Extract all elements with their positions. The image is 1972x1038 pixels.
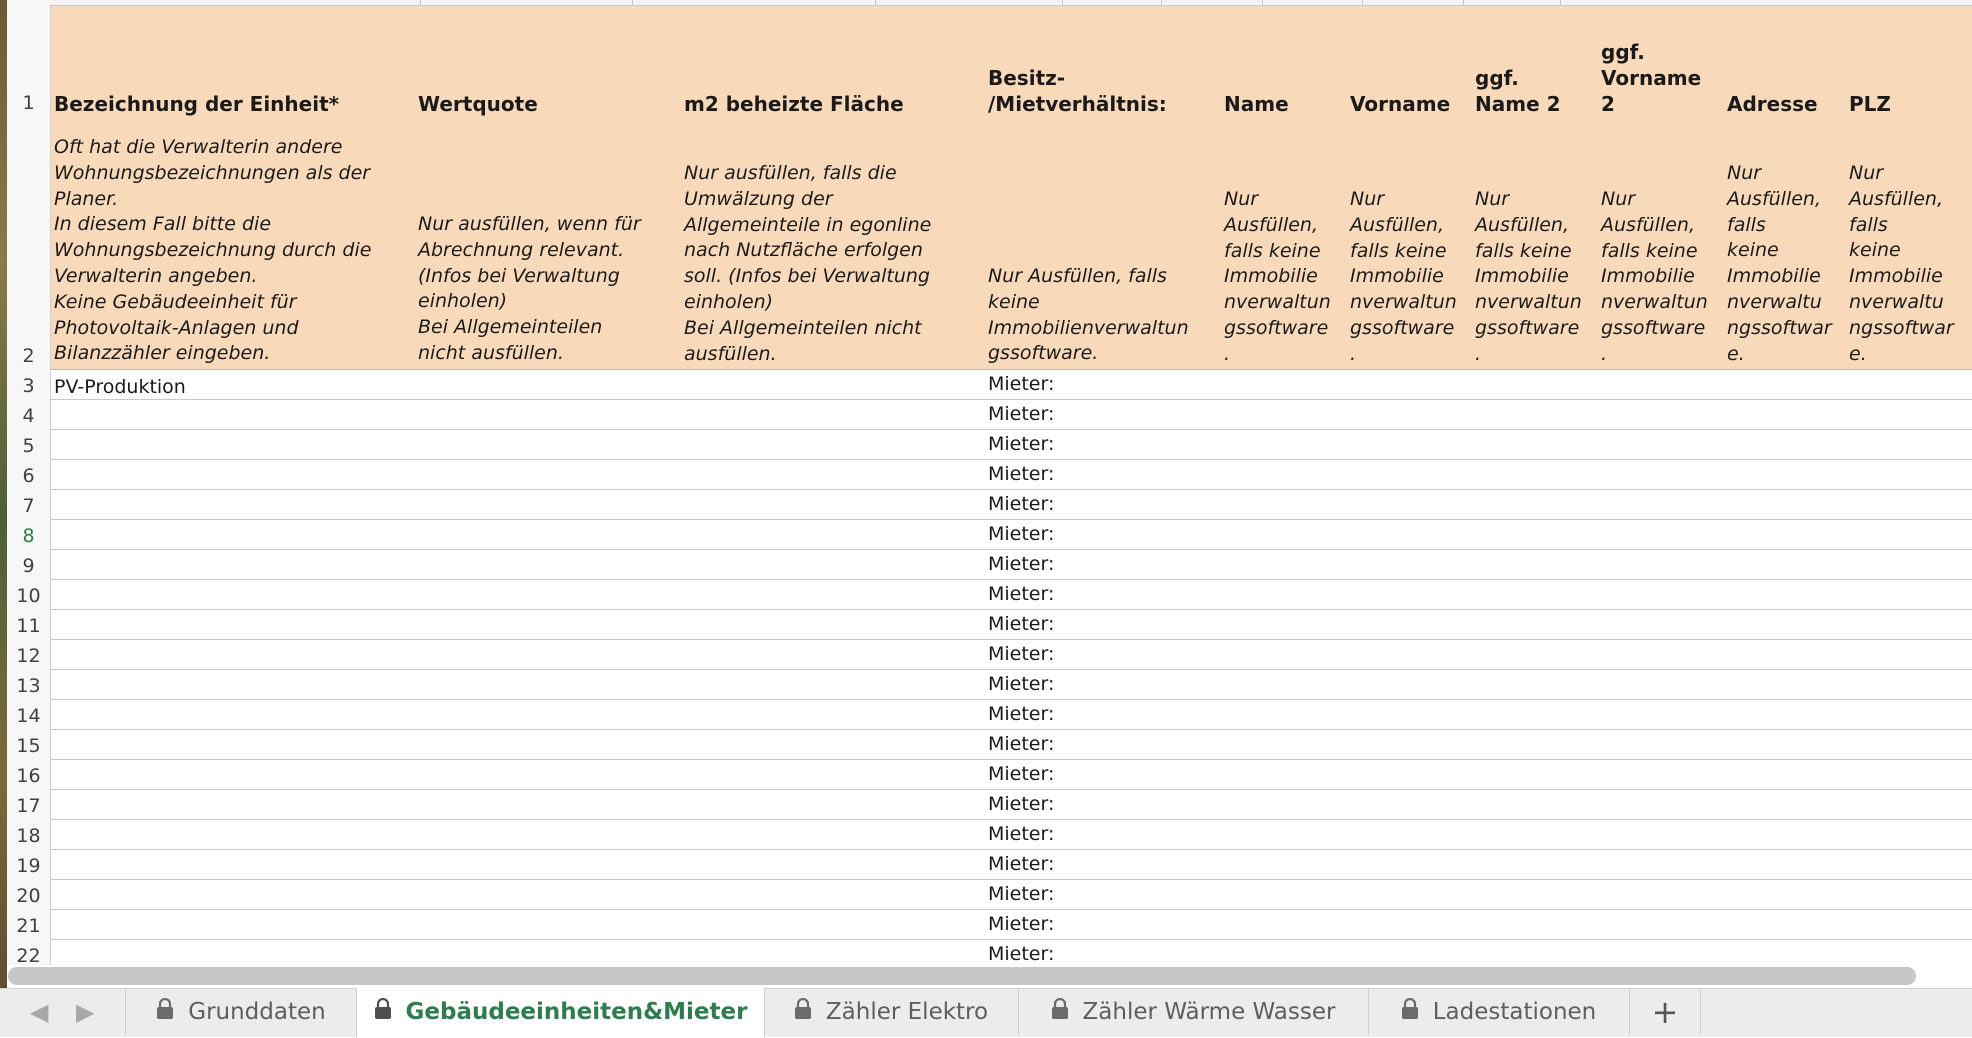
- row-divider: [51, 909, 1972, 910]
- row-number[interactable]: 22: [16, 945, 41, 965]
- note-plz[interactable]: Nur Ausfüllen, falls keine Immobilie nverwaltu ngssoftwar e.: [1849, 162, 1954, 365]
- tab-ladestationen[interactable]: [1368, 989, 1630, 1035]
- row-number[interactable]: 21: [16, 915, 41, 937]
- tab-grunddaten[interactable]: [126, 989, 357, 1035]
- cell-mieter[interactable]: Mieter:: [988, 613, 1055, 635]
- row-number[interactable]: 12: [16, 645, 41, 667]
- cell-mieter[interactable]: Mieter:: [988, 853, 1055, 875]
- row-number[interactable]: 3: [22, 375, 35, 397]
- row-number[interactable]: 2: [22, 345, 35, 367]
- row-divider: [51, 789, 1972, 790]
- note-besitz[interactable]: Nur Ausfüllen, falls keine Immobilienverwaltun gssoftware.: [988, 265, 1189, 365]
- row-divider: [51, 879, 1972, 880]
- cell-pv-produktion[interactable]: PV-Produktion: [54, 376, 186, 398]
- note-name[interactable]: Nur Ausfüllen, falls keine Immobilie nverwaltun gssoftware .: [1224, 188, 1331, 365]
- row-number[interactable]: 11: [16, 615, 41, 637]
- cell-mieter[interactable]: Mieter:: [988, 763, 1055, 785]
- note-bezeichnung[interactable]: Oft hat die Verwalterin andere Wohnungsbezeichnungen als der Planer. In diesem Fall bitte die Wohnungsbezeichnung durch die Verwalterin angeben. Keine Gebäudeeinheit für Photovoltaik-Anlagen und Bilanzzähler eingeben.: [54, 136, 372, 365]
- cell-mieter[interactable]: Mieter:: [988, 583, 1055, 605]
- row-number[interactable]: 17: [16, 795, 41, 817]
- row-divider: [51, 579, 1972, 580]
- tab-label: Ladestationen: [1432, 999, 1597, 1025]
- cell-mieter[interactable]: Mieter:: [988, 703, 1055, 725]
- row-divider: [51, 549, 1972, 550]
- note-flaeche[interactable]: Nur ausfüllen, falls die Umwälzung der Allgemeinteile in egonline nach Nutzfläche erfolgen soll. (Infos bei Verwaltung einholen) Bei Allgemeinteilen nicht ausfüllen.: [684, 162, 932, 365]
- header-adresse[interactable]: Adresse: [1727, 92, 1818, 116]
- row-divider: [51, 759, 1972, 760]
- cell-mieter[interactable]: Mieter:: [988, 523, 1055, 545]
- row-divider: [51, 699, 1972, 700]
- row-number[interactable]: 19: [16, 855, 41, 877]
- cell-mieter[interactable]: Mieter:: [988, 493, 1055, 515]
- cell-mieter[interactable]: Mieter:: [988, 643, 1055, 665]
- tab-label: Zähler Elektro: [825, 999, 989, 1025]
- row-divider: [51, 609, 1972, 610]
- add-sheet-button[interactable]: +: [1630, 989, 1701, 1035]
- cell-mieter[interactable]: Mieter:: [988, 943, 1055, 965]
- lock-icon: [1401, 998, 1419, 1026]
- row-number[interactable]: 20: [16, 885, 41, 907]
- sheet-tab-bar: [0, 988, 1972, 1037]
- note-vorname2[interactable]: Nur Ausfüllen, falls keine Immobilie nverwaltun gssoftware .: [1601, 188, 1708, 365]
- row-number[interactable]: 7: [22, 495, 35, 517]
- row-divider: [51, 429, 1972, 430]
- row-number[interactable]: 6: [22, 465, 35, 487]
- row-divider: [51, 669, 1972, 670]
- cell-mieter[interactable]: Mieter:: [988, 373, 1055, 395]
- row-divider: [51, 489, 1972, 490]
- lock-icon: [1051, 998, 1069, 1026]
- tab-label: Gebäudeeinheiten&Mieter: [405, 999, 748, 1025]
- lock-icon: [794, 998, 812, 1026]
- tab-prev-icon[interactable]: ◀: [30, 998, 49, 1026]
- header-bezeichnung[interactable]: Bezeichnung der Einheit*: [54, 92, 340, 116]
- cell-mieter[interactable]: Mieter:: [988, 883, 1055, 905]
- row-divider: [51, 939, 1972, 940]
- note-adresse[interactable]: Nur Ausfüllen, falls keine Immobilie nverwaltu ngssoftwar e.: [1727, 162, 1832, 365]
- row-number[interactable]: 10: [16, 585, 41, 607]
- row-divider: [51, 459, 1972, 460]
- cell-mieter[interactable]: Mieter:: [988, 403, 1055, 425]
- lock-icon: [156, 998, 174, 1026]
- row-number[interactable]: 9: [22, 555, 35, 577]
- desktop-background-strip: [0, 0, 7, 1036]
- row-divider: [51, 639, 1972, 640]
- cell-mieter[interactable]: Mieter:: [988, 823, 1055, 845]
- row-number[interactable]: 1: [22, 92, 35, 114]
- header-name2[interactable]: ggf. Name 2: [1475, 66, 1561, 116]
- cell-mieter[interactable]: Mieter:: [988, 463, 1055, 485]
- cell-mieter[interactable]: Mieter:: [988, 913, 1055, 935]
- spreadsheet-grid[interactable]: [7, 0, 1972, 965]
- note-vorname[interactable]: Nur Ausfüllen, falls keine Immobilie nverwaltun gssoftware .: [1350, 188, 1457, 365]
- cell-mieter[interactable]: Mieter:: [988, 673, 1055, 695]
- row-number[interactable]: 14: [16, 705, 41, 727]
- row-divider: [51, 399, 1972, 400]
- row-number[interactable]: 18: [16, 825, 41, 847]
- header-flaeche[interactable]: m2 beheizte Fläche: [684, 92, 904, 116]
- row-number[interactable]: 15: [16, 735, 41, 757]
- cell-mieter[interactable]: Mieter:: [988, 793, 1055, 815]
- header-wertquote[interactable]: Wertquote: [418, 92, 538, 116]
- header-plz[interactable]: PLZ: [1849, 92, 1891, 116]
- cell-mieter[interactable]: Mieter:: [988, 733, 1055, 755]
- row-divider: [51, 519, 1972, 520]
- header-besitz[interactable]: Besitz- /Mietverhältnis:: [988, 66, 1167, 116]
- row-number[interactable]: 4: [22, 405, 35, 427]
- cell-mieter[interactable]: Mieter:: [988, 553, 1055, 575]
- row-number[interactable]: 13: [16, 675, 41, 697]
- tab-zaehler-waerme-wasser[interactable]: [1018, 989, 1369, 1035]
- tab-gebaeudeeinheiten-mieter[interactable]: [356, 988, 765, 1038]
- row-number[interactable]: 5: [22, 435, 35, 457]
- header-vorname[interactable]: Vorname: [1350, 92, 1451, 116]
- row-number[interactable]: 16: [16, 765, 41, 787]
- lock-icon: [374, 998, 392, 1026]
- row-divider: [51, 729, 1972, 730]
- row-divider: [51, 819, 1972, 820]
- header-vorname2[interactable]: ggf. Vorname 2: [1601, 40, 1702, 116]
- tab-label: Zähler Wärme Wasser: [1082, 999, 1336, 1025]
- tab-next-icon[interactable]: ▶: [76, 998, 95, 1026]
- horizontal-scrollbar[interactable]: [8, 967, 1916, 985]
- cell-mieter[interactable]: Mieter:: [988, 433, 1055, 455]
- row-number-active[interactable]: 8: [22, 525, 35, 547]
- note-name2[interactable]: Nur Ausfüllen, falls keine Immobilie nverwaltun gssoftware .: [1475, 188, 1582, 365]
- row-divider: [51, 849, 1972, 850]
- header-name[interactable]: Name: [1224, 92, 1289, 116]
- note-wertquote[interactable]: Nur ausfüllen, wenn für Abrechnung relevant. (Infos bei Verwaltung einholen) Bei Allgemeinteilen nicht ausfüllen.: [418, 213, 641, 364]
- tab-zaehler-elektro[interactable]: [764, 989, 1019, 1035]
- tab-label: Grunddaten: [188, 999, 326, 1025]
